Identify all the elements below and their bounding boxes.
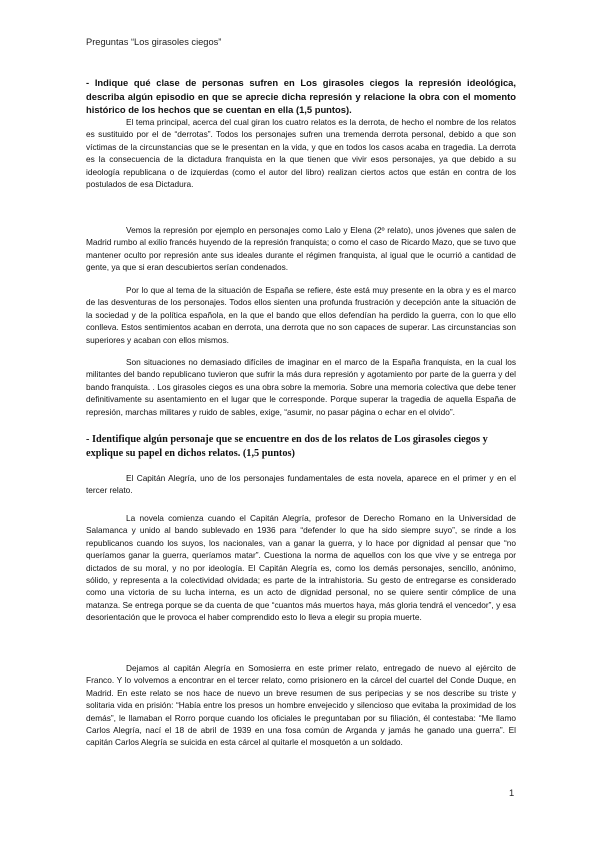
page-header: Preguntas “Los girasoles ciegos” <box>86 37 222 47</box>
answer-1-paragraph-1: El tema principal, acerca del cual giran los cuatro relatos es la derrota, de hecho el nombre de los relatos es sustituido por el de “derrotas”. Todos los personajes sufren una tremenda derrota personal, debido a que son víctimas de la circunstancias que se le presentan en la vida, y que en todos los casos acaba en tragedia. La derrota es la consecuencia de la dictadura franquista en la que tienen que vivir esos personajes, ya que debido a su ideología republicana o de izquierdas (como el autor del libro) realizan ciertos actos que están en contra de los postulados de esa Dictadura. <box>86 117 516 190</box>
question-2: - Identifique algún personaje que se encuentre en dos de los relatos de Los girasoles ciegos y explique su papel en dichos relatos. (1,5 puntos) <box>86 434 488 459</box>
answer-2-paragraph-2: La novela comienza cuando el Capitán Alegría, profesor de Derecho Romano en la Universidad de Salamanca y unido al bando sublevado en 1936 para “defender lo que ha sido siempre suyo”, se rinde a los republicanos cuando los suyos, los nacionales, van a ganar la guerra, y lo hace por dignidad al pensar que “no queríamos ganar la guerra, queríamos matar”. Cuestiona la norma de aquellos con los que vive y se entrega por dictados de su moral, y no por ideología. El Capitán Alegría es, como los demás personajes, sencillo, anónimo, sólido, y representa a la colectividad olvidada; es parte de la intrahistoria. Su gesto de entregarse es considerado como una victoria de su lucha interna, es un acto de dignidad personal, no se quiere sentir cómplice de una matanza. Se entrega porque se da cuenta de que “cuantos más muertos haya, más gloria tendrá el vencedor”, y esa desorientación que le provoca el haber comprendido esto lo lleva a elegir su propia muerte. <box>86 513 516 623</box>
answer-1-paragraph-2: Vemos la represión por ejemplo en personajes como Lalo y Elena (2º relato), unos jóvenes que salen de Madrid rumbo al exilio francés huyendo de la represión franquista; o como el caso de Ricardo Mazo, que se tuvo que mantener oculto por represión ante sus ideales durante el régimen franquista, al igual que le ocurrió a cantidad de gente, ya que si eran descubiertos serían condenados. <box>86 225 516 273</box>
answer-2-paragraph-1: El Capitán Alegría, uno de los personajes fundamentales de esta novela, aparece en el primer y en el tercer relato. <box>86 473 516 496</box>
answer-2-paragraph-3: Dejamos al capitán Alegría en Somosierra en este primer relato, entregado de nuevo al ejército de Franco. Y lo volvemos a encontrar en el tercer relato, como prisionero en la cárcel del cuartel del Conde Duque, en Madrid. En este relato se nos hace de nuevo un breve resumen de sus peripecias y se nos describe su triste y solitaria vida en prisión: “Había entre los presos un hombre envejecido y silencioso que evitaba la proximidad de los demás”, le llamaban el Rorro porque cuando los oficiales le preguntaban por su filiación, él contestaba: “Me llamo Carlos Alegría, nací el 18 de abril de 1939 en una fosa común de Arganda y jamás he ganado una guerra”. El capitán Carlos Alegría se suicida en esta cárcel al quitarle el mosquetón a un soldado. <box>86 663 516 748</box>
question-1: - Indique qué clase de personas sufren en Los girasoles ciegos la represión ideológica, describa algún episodio en que se aprecie dicha represión y relacione la obra con el momento histórico de los hechos que se cuentan en ella (1,5 puntos). <box>86 77 516 116</box>
answer-1-paragraph-3: Por lo que al tema de la situación de España se refiere, éste está muy presente en la obra y es el marco de las desventuras de los personajes. Todos ellos sienten una profunda frustración y decepción ante la situación de la sociedad y de la política española, en la que el bando que ellos defendían ha perdido la guerra, con lo que ello conlleva. Estos sentimientos acaban en derrota, una derrota que no son capaces de superar. Las circunstancias son superiores y acaban con ellos mismos. <box>86 285 516 345</box>
page-number: 1 <box>509 788 515 798</box>
answer-1-paragraph-4: Son situaciones no demasiado difíciles de imaginar en el marco de la España franquista, en la cual los militantes del bando republicano tuvieron que sufrir la más dura represión y agotamiento por parte de la guerra y del bando franquista. . Los girasoles ciegos es una obra sobre la memoria. Sobre una memoria colectiva que debe tener definitivamente su asentamiento en el lugar que le corresponde. Porque superar la tragedia de aquella España de represión, marchas militares y ruido de sables, exige, “asumir, no pasar página o echar en el olvido”. <box>86 357 516 417</box>
